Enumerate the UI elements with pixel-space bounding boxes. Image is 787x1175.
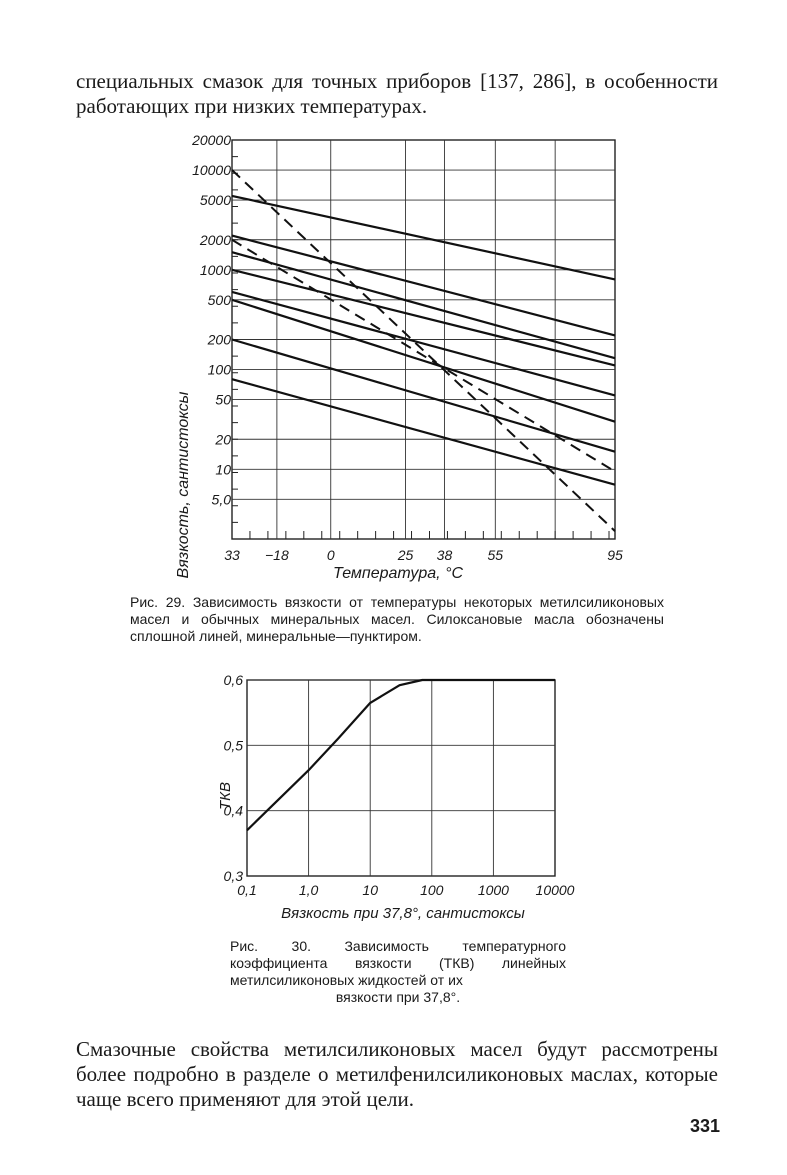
tkv-viscosity-chart <box>205 668 575 928</box>
y-tick-label: 0,3 <box>223 868 243 884</box>
x-axis-label: Температура, °С <box>332 565 464 582</box>
x-tick-label: −18 <box>265 547 289 563</box>
x-tick-label: 10 <box>362 882 378 898</box>
y-tick-label: 0,5 <box>223 737 243 754</box>
y-tick-label: 1000 <box>199 261 231 278</box>
x-tick-label: 95 <box>607 547 623 563</box>
y-axis-label: Вязкость, сантистоксы <box>175 391 192 579</box>
figure29-caption: Рис. 29. Зависимость вязкости от температуры некоторых метилсиликоновых масел и обычных минеральных масел. Силоксановые масла обозначены сплошной линей, минеральные—пунктиром. <box>130 594 664 644</box>
figure30-caption <box>230 938 566 1006</box>
x-tick-label: 33 <box>224 547 240 563</box>
y-tick-label: 5,0 <box>211 491 231 508</box>
x-tick-label: 0 <box>326 547 335 563</box>
y-tick-label: 200 <box>207 331 231 348</box>
y-tick-label: 5000 <box>199 192 231 209</box>
y-tick-label: 100 <box>207 361 231 378</box>
x-tick-label: 55 <box>487 547 504 563</box>
x-axis-label: Вязкость при 37,8°, сантистоксы <box>281 905 525 922</box>
y-tick-label: 10000 <box>192 162 231 179</box>
x-tick-label: 10000 <box>535 882 575 898</box>
silicone-oil-line <box>232 236 615 336</box>
y-axis-label: ТКВ <box>217 781 234 811</box>
x-tick-label: 1,0 <box>298 882 319 898</box>
y-tick-label: 50 <box>215 391 231 408</box>
y-tick-label: 0,4 <box>223 802 243 819</box>
y-tick-label: 0,6 <box>223 672 243 688</box>
y-tick-label: 2000 <box>199 231 231 248</box>
intro-paragraph: специальных смазок для точных приборов [137, 286], в особенности работающих при низких температурах. <box>76 69 718 118</box>
viscosity-temperature-chart <box>160 135 630 585</box>
figure30-caption-main: Рис. 30. Зависимость температурного коэффициента вязкости (ТКВ) линейных метилсиликоновых жидкостей от их <box>230 938 566 988</box>
silicone-oil-line <box>232 292 615 396</box>
silicone-oil-line <box>232 196 615 280</box>
x-tick-label: 100 <box>420 882 444 898</box>
plot-frame <box>247 680 555 876</box>
x-tick-label: 1000 <box>477 882 509 898</box>
tkv-curve <box>247 680 555 830</box>
y-tick-label: 10 <box>215 461 231 478</box>
page-number: 331 <box>690 1116 721 1136</box>
y-tick-label: 20 <box>215 431 231 448</box>
x-tick-label: 25 <box>397 547 414 563</box>
body-paragraph: Смазочные свойства метилсиликоновых масел будут рассмотрены более подробно в разделе о метилфенилсиликоновых маслах, которые чаще всего применяют для этой цели. <box>76 1037 718 1111</box>
y-tick-label: 20000 <box>192 135 231 148</box>
figure30-caption-last: вязкости при 37,8°. <box>335 989 461 1005</box>
x-tick-label: 0,1 <box>237 882 257 898</box>
silicone-oil-line <box>232 252 615 358</box>
y-tick-label: 500 <box>207 291 231 308</box>
x-tick-label: 38 <box>436 547 453 563</box>
